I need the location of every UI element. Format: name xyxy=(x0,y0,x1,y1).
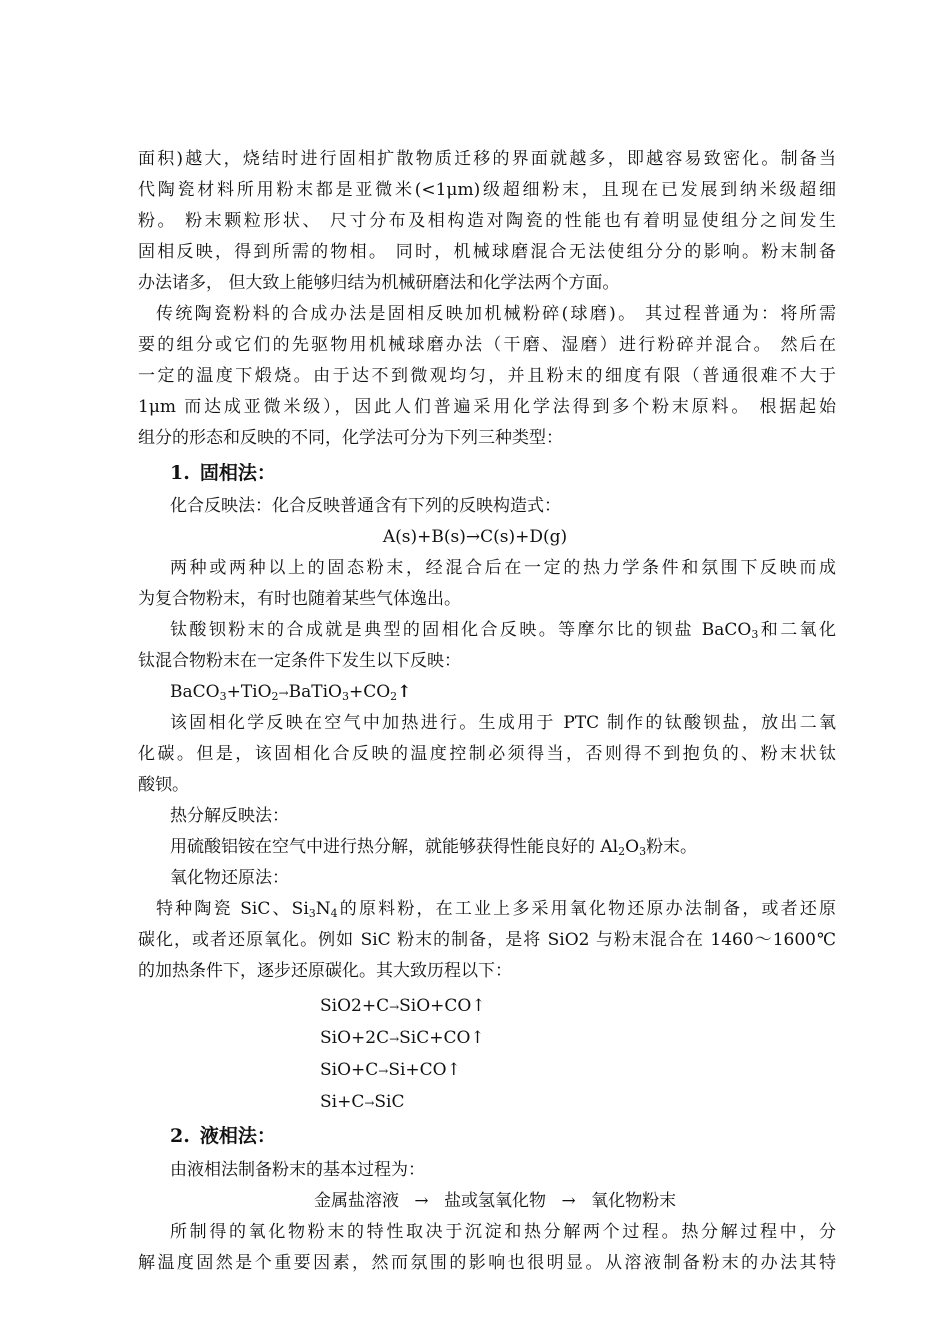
paragraph-line: 解温度固然是个重要因素，然而氛围的影响也很明显。从溶液制备粉末的办法其特 xyxy=(138,1253,836,1273)
section-number: 2. xyxy=(170,1125,190,1147)
paragraph-line: 所制得的氧化物粉末的特性取决于沉淀和热分解两个过程。热分解过程中，分 xyxy=(170,1222,836,1242)
paragraph-line: 的加热条件下，逐步还原碳化。其大致历程以下： xyxy=(138,961,512,981)
section-title: 固相法： xyxy=(199,462,276,484)
compound-reaction-intro: 化合反映法：化合反映普通含有下列的反映构造式： xyxy=(170,496,561,516)
batio3-equation: $BaCO_3+TiO_2\to BaTiO_3+CO_2↑$ xyxy=(170,682,412,703)
general-equation: A(s)+B(s)→C(s)+D(g) xyxy=(382,527,568,547)
reduction-equation: Si+C→SiC xyxy=(320,1092,405,1112)
paragraph-line: 1μm 而达成亚微米级），因此人们普遍采用化学法得到多个粉末原料。 根据起始 xyxy=(138,397,836,417)
paragraph-line: 组分的形态和反映的不同，化学法可分为下列三种类型： xyxy=(138,428,563,448)
paragraph-line: 一定的温度下煅烧。由于达不到微观均匀，并且粉末的细度有限（普通很难不大于 xyxy=(138,366,836,386)
thermal-decomposition-title: 热分解反映法： xyxy=(170,806,289,826)
section-heading-solid-phase xyxy=(170,463,276,483)
oxide-reduction-title: 氧化物还原法： xyxy=(170,868,289,888)
liquid-phase-intro: 由液相法制备粉末的基本过程为： xyxy=(170,1160,425,1180)
paragraph-line: 化碳。但是，该固相化合反映的温度控制必须得当，否则得不到抱负的、粉末状钛 xyxy=(138,744,836,764)
paragraph-line: 固相反映，得到所需的物相。 同时，机械球磨混合无法使组分分的影响。粉末制备 xyxy=(138,242,836,262)
paragraph-line: 要的组分或它们的先驱物用机械球磨办法（干磨、湿磨）进行粉碎并混合。 然后在 xyxy=(138,335,836,355)
paragraph-line: 酸钡。 xyxy=(138,775,189,795)
paragraph-line: 办法诸多， 但大致上能够归结为机械研磨法和化学法两个方面。 xyxy=(138,273,620,293)
paragraph-line: 为复合物粉末，有时也随着某些气体逸出。 xyxy=(138,589,461,609)
section-heading-liquid-phase xyxy=(170,1126,276,1146)
paragraph-line: 面积)越大，烧结时进行固相扩散物质迁移的界面就越多，即越容易致密化。制备当 xyxy=(138,149,836,169)
section-title: 液相法： xyxy=(199,1125,276,1147)
paragraph-line: 碳化，或者还原氧化。例如 SiC 粉末的制备，是将 SiO2 与粉末混合在 1460～1600℃ xyxy=(138,930,836,950)
reduction-equation: SiO+C→Si+CO↑ xyxy=(320,1060,461,1080)
section-number: 1. xyxy=(170,462,190,484)
paragraph-line: 钛酸钡粉末的合成就是典型的固相化合反映。等摩尔比的钡盐 BaCO$_3$和二氧化 xyxy=(170,620,836,640)
paragraph-line: 传统陶瓷粉料的合成办法是固相反映加机械粉碎(球磨)。 其过程普通为：将所需 xyxy=(156,304,836,324)
paragraph-line: 两种或两种以上的固态粉末，经混合后在一定的热力学条件和氛围下反映而成 xyxy=(170,558,836,578)
paragraph-line: 钛混合物粉末在一定条件下发生以下反映： xyxy=(138,651,461,671)
paragraph-line: 特种陶瓷 SiC、$Si_3N_4$的原料粉，在工业上多采用氧化物还原办法制备，或者还原 xyxy=(156,899,836,919)
paragraph-line: 该固相化学反映在空气中加热进行。生成用于 PTC 制作的钛酸钡盐，放出二氧 xyxy=(170,713,836,733)
paragraph-line: 粉。 粉末颗粒形状、 尺寸分布及相构造对陶瓷的性能也有着明显使组分之间发生 xyxy=(138,211,836,231)
reduction-equation: SiO+2C→SiC+CO↑ xyxy=(320,1028,485,1048)
paragraph-line: 代陶瓷材料所用粉末都是亚微米(<1μm)级超细粉末，且现在已发展到纳米级超细 xyxy=(138,180,836,200)
reduction-equation: SiO2+C→SiO+CO↑ xyxy=(320,996,486,1016)
process-flow: 金属盐溶液 → 盐或氢氧化物 → 氧化物粉末 xyxy=(314,1191,677,1211)
thermal-decomposition-text: 用硫酸铝铵在空气中进行热分解，就能够获得性能良好的 $Al_2O_3$粉末。 xyxy=(170,837,698,858)
